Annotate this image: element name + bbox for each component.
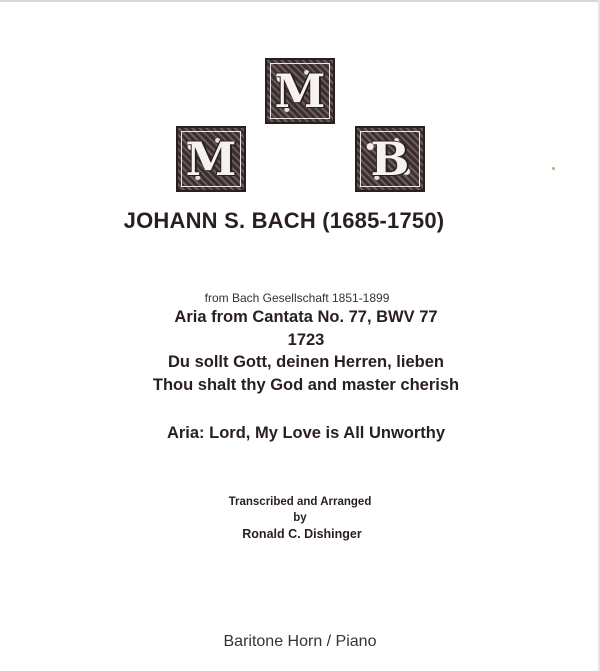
year-line: 1723 [287,331,325,349]
page-top-edge [0,0,600,2]
source-note: from Bach Gesellschaft 1851-1899 [204,291,390,305]
composer-heading: JOHANN S. BACH (1685-1750) [123,208,445,233]
publisher-logo-block-m-top [265,58,335,124]
paper-speck [552,167,555,170]
credit-transcribed: Transcribed and Arranged [228,496,372,508]
publisher-logo-block-b-right [355,126,425,192]
publisher-logo-block-m-left [176,126,246,192]
credit-arranger: Ronald C. Dishinger [242,527,362,541]
logo-inner-frame [360,131,420,187]
logo-letter: M [274,64,326,118]
logo-inner-frame [270,63,330,119]
logo-letter: B [370,132,410,186]
german-title: Du sollt Gott, deinen Herren, lieben [168,353,444,371]
english-title: Thou shalt thy God and master cherish [152,376,460,394]
logo-letter: M [185,132,237,186]
instrumentation: Baritone Horn / Piano [223,633,377,650]
cantata-line: Aria from Cantata No. 77, BWV 77 [174,308,438,326]
credit-by: by [293,512,307,524]
aria-title: Aria: Lord, My Love is All Unworthy [166,424,446,442]
logo-inner-frame [181,131,241,187]
